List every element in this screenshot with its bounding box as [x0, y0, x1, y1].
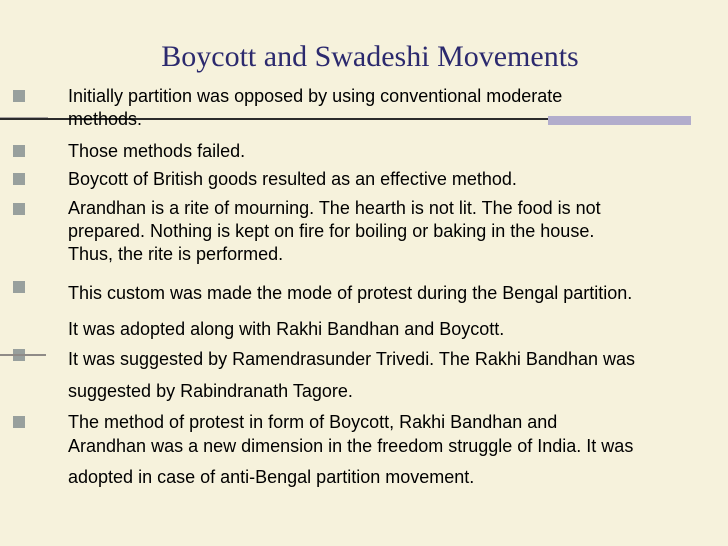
bullet-line: adopted in case of anti-Bengal partition movement. — [68, 467, 475, 487]
side-rule — [0, 354, 46, 356]
bullet-line: Boycott of British goods resulted as an effective method. — [68, 169, 517, 189]
bullet-text — [68, 84, 718, 131]
bullet-text — [68, 139, 718, 163]
bullet-marker — [13, 416, 25, 428]
bullet-line: Thus, the rite is performed. — [68, 244, 284, 264]
bullet-line: It was adopted along with Rakhi Bandhan and Boycott. — [68, 319, 505, 339]
bullet-line: Initially partition was opposed by using conventional moderate — [68, 86, 563, 106]
bullet-line: Arandhan was a new dimension in the freedom struggle of India. It was — [68, 436, 634, 456]
bullet-line: methods. — [68, 109, 143, 129]
bullet-marker — [13, 145, 25, 157]
bullet-marker — [13, 281, 25, 293]
bullet-text — [68, 410, 718, 489]
bullet-marker — [13, 90, 25, 102]
bullet-line: This custom was made the mode of protest during the Bengal partition. — [68, 283, 633, 303]
slide-title: Boycott and Swadeshi Movements — [161, 40, 579, 73]
bullet-text — [68, 343, 718, 407]
bullet-text — [68, 197, 718, 266]
bullet-line: The method of protest in form of Boycott, Rakhi Bandhan and — [68, 412, 558, 432]
bullet-marker — [13, 203, 25, 215]
bullet-line: Those methods failed. — [68, 141, 246, 161]
bullet-text — [68, 275, 718, 347]
bullet-marker — [13, 173, 25, 185]
bullet-text — [68, 167, 718, 191]
bullet-line: suggested by Rabindranath Tagore. — [68, 381, 353, 401]
bullet-line: prepared. Nothing is kept on fire for boiling or baking in the house. — [68, 221, 595, 241]
bullet-line: Arandhan is a rite of mourning. The hearth is not lit. The food is not — [68, 198, 601, 218]
bullet-line: It was suggested by Ramendrasunder Trivedi. The Rakhi Bandhan was — [68, 349, 635, 369]
